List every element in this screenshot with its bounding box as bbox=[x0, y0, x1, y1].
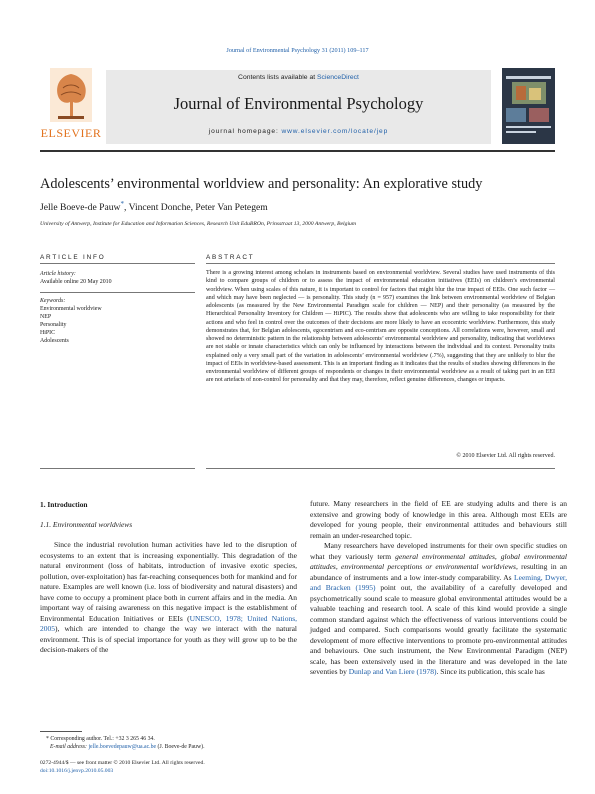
keyword: Personality bbox=[40, 322, 67, 328]
corresponding-author-mark[interactable]: * bbox=[120, 200, 124, 208]
body-paragraph: future. Many researchers in the field of EE are studying adults and there is an extensive and growing body of knowledge in this area. Although most EEIs are developed for young people, their environmental attitudes and behaviours still remain an under-researched topic. bbox=[310, 499, 567, 540]
keyword: Adolescents bbox=[40, 338, 69, 344]
header-rule bbox=[40, 150, 555, 152]
issn-line: 0272-4944/$ — see front matter © 2010 Elsevier Ltd. All rights reserved. bbox=[40, 760, 205, 766]
paragraph-text: , resulting in an abundance of instruments and a low inter-study comparability. As bbox=[310, 562, 567, 582]
history-value: Available online 20 May 2010 bbox=[40, 279, 112, 285]
info-divider bbox=[40, 292, 195, 293]
subsection-heading: 1.1. Environmental worldviews bbox=[40, 520, 133, 529]
article-authors bbox=[40, 200, 555, 213]
citation-link[interactable]: Dunlap and Van Liere (1978) bbox=[348, 667, 437, 676]
body-paragraph bbox=[310, 541, 567, 678]
paragraph-text: Since the industrial revolution human activities have led to the disruption of ecosystems to an extent that is increasing exponentially. This degradation of the natural environment (loss of habitats, introduction of invasive exotic species, pollution, over-exploitation) has far-reaching consequences both for mankind and for nature. Examples are well known (i.e. loss of biodiversity and natural disasters) and have come to occupy a prominent place both in current affairs and in the media. An important way of raising awareness on this negative impact is the establishment of Environmental Education Initiatives or EEIs ( bbox=[40, 540, 297, 623]
history-label: Article history: bbox=[40, 271, 76, 277]
footnote-mark: * bbox=[46, 736, 49, 742]
email-footnote bbox=[40, 743, 297, 751]
footnote bbox=[40, 735, 297, 751]
keywords-label: Keywords: bbox=[40, 298, 66, 304]
author-names: , Vincent Donche, Peter Van Petegem bbox=[123, 202, 268, 214]
journal-citation[interactable]: Journal of Environmental Psychology 31 (2011) 109–117 bbox=[226, 47, 369, 54]
abstract-bottom-rule bbox=[206, 468, 555, 469]
contents-prefix: Contents lists available at bbox=[238, 74, 318, 81]
section-heading: 1. Introduction bbox=[40, 500, 88, 509]
doi-link[interactable]: doi:10.1016/j.jenvp.2010.05.003 bbox=[40, 767, 114, 774]
footnote-text: (J. Boeve-de Pauw). bbox=[156, 744, 205, 750]
journal-name: Journal of Environmental Psychology bbox=[173, 94, 424, 113]
journal-cover-image bbox=[502, 68, 555, 144]
footnote-rule bbox=[40, 731, 82, 732]
abstract-heading: ABSTRACT bbox=[206, 254, 255, 261]
abstract-rule bbox=[206, 263, 555, 264]
corresponding-author-footnote bbox=[40, 735, 297, 743]
footnote-text: Corresponding author. Tel.: +32 3 265 46 34. bbox=[48, 736, 155, 742]
keywords-list bbox=[40, 297, 195, 345]
info-bottom-rule bbox=[40, 468, 195, 469]
elsevier-tree-icon bbox=[50, 68, 92, 122]
keyword: NEP bbox=[40, 314, 52, 320]
article-history bbox=[40, 270, 195, 286]
homepage-label: journal homepage: bbox=[208, 128, 282, 135]
body-column-right bbox=[310, 499, 567, 678]
paragraph-text: point out, the availability of a carefully developed and psychometrically sound scale to measure global environmental attitudes would be a valuable teaching and research tool. A scale of this kind would provide a single common standard against which the effectiveness of various interventions could be judged and compared. Such comparisons would greatly facilitate the systematic development of more effective interventions to promote pro-environmental attitudes and behaviours. One such instrument, the New Environmental Paradigm (NEP) scale, has been extensively used in the literature and was developed in the late seventies by bbox=[310, 583, 567, 676]
paragraph-text: . Since its publication, this scale has bbox=[436, 667, 545, 676]
author-name: Jelle Boeve-de Pauw bbox=[40, 202, 121, 214]
paragraph-italic-text: general environmental attitudes, global environmental attitudes, environmental perceptions or environmental worldviews bbox=[310, 551, 567, 571]
keyword: Environmental worldview bbox=[40, 306, 102, 312]
info-rule bbox=[40, 263, 195, 264]
citation-link[interactable]: UNESCO, 1978; United Nations, 2005 bbox=[40, 613, 297, 633]
homepage-link[interactable]: www.elsevier.com/locate/jep bbox=[281, 128, 389, 135]
contents-line bbox=[106, 74, 491, 81]
elsevier-logo bbox=[40, 68, 102, 142]
journal-masthead bbox=[106, 70, 491, 144]
bottom-identifiers bbox=[40, 760, 297, 775]
body-column-left bbox=[40, 540, 297, 656]
paragraph-text: ), which are intended to change the way we interact with the natural environment. This is of special importance for youth as they will grow up to be the decision-makers of the bbox=[40, 624, 297, 654]
cover-art-icon bbox=[502, 68, 555, 144]
article-title: Adolescents’ environmental worldview and personality: An explorative study bbox=[40, 176, 483, 192]
abstract-copyright: © 2010 Elsevier Ltd. All rights reserved. bbox=[456, 453, 555, 459]
author-affiliation: University of Antwerp, Institute for Education and Information Sciences, Research Unit EduBROn, Prinsstraat 13, 2000 Antwerp, Belgium bbox=[40, 221, 356, 227]
citation-link[interactable]: Leeming, Dwyer, and Bracken (1995) bbox=[310, 572, 568, 592]
email-link[interactable]: jelle.boevedepauw@ua.ac.be bbox=[88, 744, 157, 750]
keyword: HiPIC bbox=[40, 330, 56, 336]
paragraph-text: Many researchers have developed instruments for their own specific studies on what they variously term bbox=[310, 541, 567, 561]
abstract-text: There is a growing interest among scholars in instruments based on environmental worldview. Several studies have used instruments of this kind to compare groups of children or to assess the impact of environmental education initiatives (EEIs) on children’s environmental worldview. When using scales of this nature, it is important to control for factors that might blur the true impact of EEIs. One such factor — and which may have been neglected — is personality. This study (n = 957) examines the link between environmental worldview of Belgian adolescents (as measured by the New Environmental Paradigm scale for children — NEP) and their personality (as measured by the Hierarchical Personality Inventory for Children — HiPIC). The results show that adolescents who are willing to take responsibility for their actions and who feel in control over the outcomes of their decisions are more likely to have an ecocentric worldview. Furthermore, this study demonstrates that, for Belgian adolescents, egocentrism and eco-centrism are opposite conceptions. All correlations were, however, small and showed no deterministic pattern in the relationship between adolescents’ environmental worldview and personality, indicating that worldviews are not stable or innate characteristics which can only be influenced by interactions between the individual and its context. Personality traits explained only a very small part of the variation in adolescents’ environmental worldview (.7%), suggesting that they are unlikely to blur the impact of EEIs in worldview-based assessment. This is an important finding as it indicates that the results of studies showing differences in the environmental worldview of different groups of respondents or changes in their environmental worldview as a result of taking part in an EEI are not artefacts of non-control for personality and that they may, therefore, reflect genuine differences, changes or impacts. bbox=[206, 270, 555, 384]
body-paragraph bbox=[40, 540, 297, 656]
elsevier-wordmark: ELSEVIER bbox=[40, 126, 102, 140]
journal-homepage bbox=[106, 128, 491, 135]
article-info-heading: ARTICLE INFO bbox=[40, 254, 106, 261]
email-label: E-mail address: bbox=[50, 744, 89, 750]
sciencedirect-link[interactable]: ScienceDirect bbox=[317, 74, 359, 81]
